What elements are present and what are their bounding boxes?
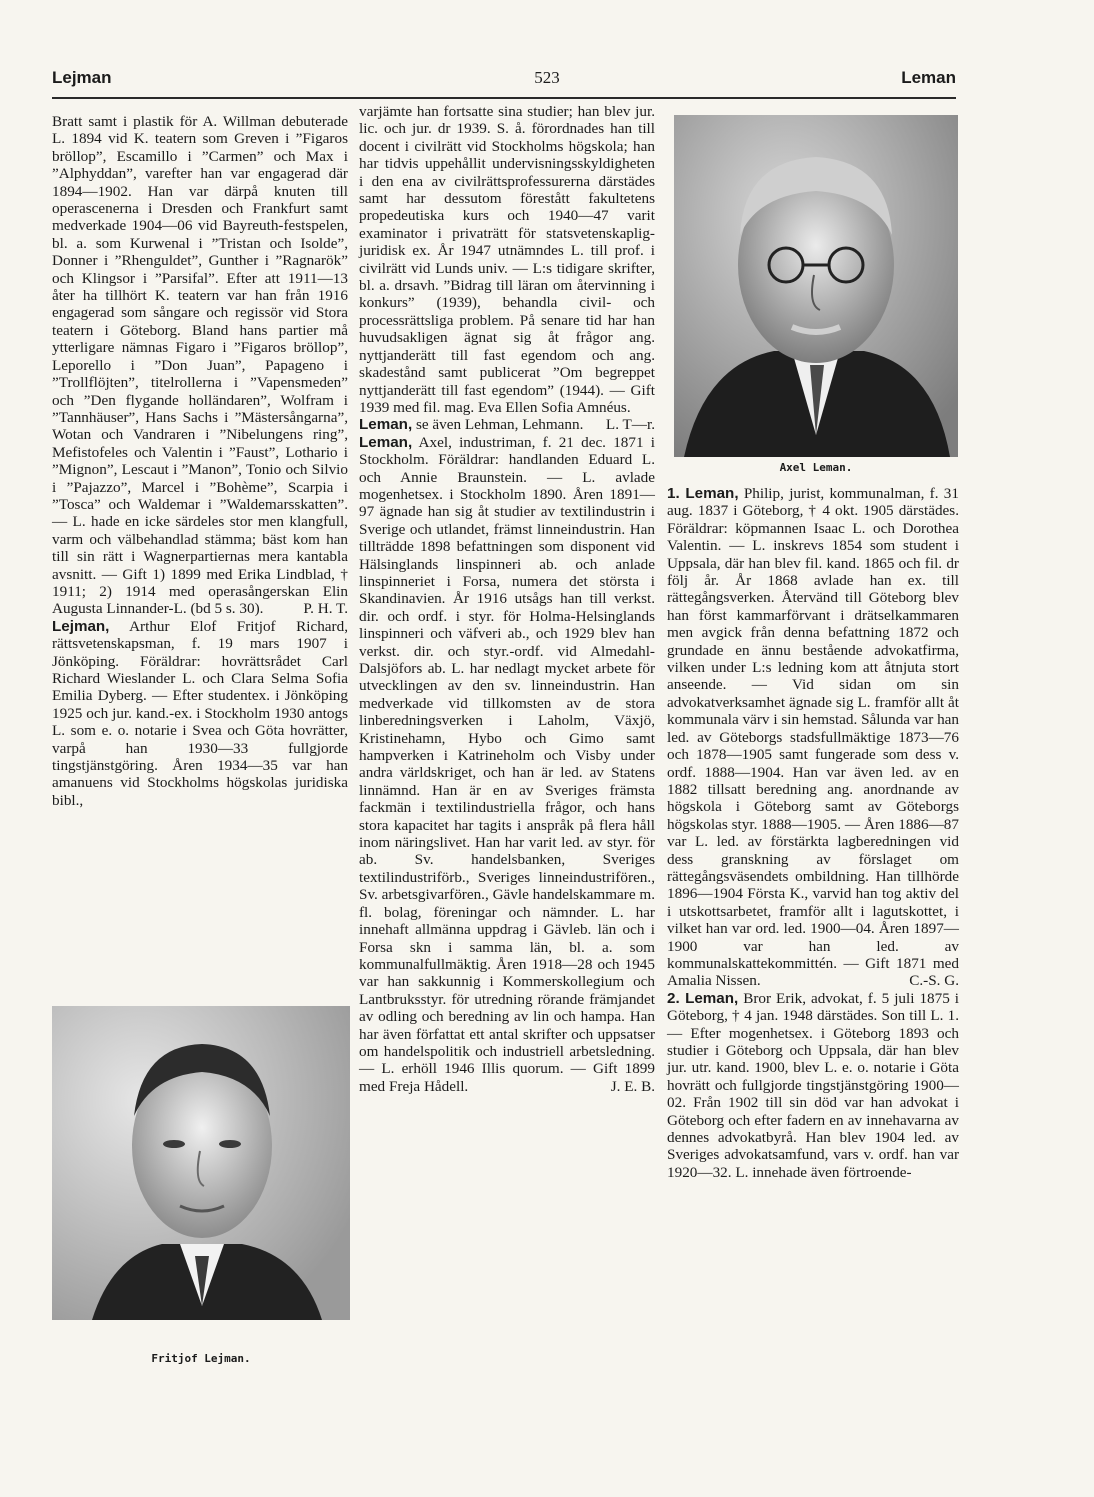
col3-paragraph-1: [667, 485, 959, 990]
col2-text-3: Axel, industriman, f. 21 dec. 1871 i Stockholm. Föräldrar: handlanden Eduard L. och Annie Braunstein. — L. avlade mogenhetsex. i Stockholm 1890. Åren 1891—97 ägnade han sig åt studier av textilindustrin i Sverige och utlandet, främst linneindustrin. Han tillträdde 1898 befattningen som disponent vid Hälsinglands linspinneri ab. och anlade linspinneriet i Forsa, numera det största i Skandinavien. År 1916 utsågs han till verkst. dir. och ordf. i styr. för Holma-Helsinglands linspinneri och väfveri ab., och 1929 blev han verkst. dir. och styr.-ordf. vid Almedahl-Dalsjöfors ab. L. har nedlagt mycket arbete för utvecklingen av den sv. linneindustrin. Han medverkade vid tillkomsten av de stora linberedningsverken i Laholm, Växjö, Kristinehamn, Hybo och Gimo samt hampverken i Katrineholm och Visby under andra världskriget, och han är led. av Statens linnämnd. Han är en av Sveriges främsta fackmän i textilindustriella frågor, och hans stora kapacitet har tagits i anspråk på flera håll inom näringslivet. Han har varit led. av styr. för ab. Sv. handelsbanken, Sveriges textilindustriförb., Sveriges linneindustrifören., Sv. arbetsgivarfören., Gävle handelskammare m. fl. bolag, föreningar och nämnder. L. har innehaft allmänna uppdrag i Gävleb. län och i Forsa skn i samma län, bl. a. som kommunalfullmäktig. Åren 1918—28 och 1945 var han sakkunnig i Kommerskollegium och Lantbruksstyr. för utredning rörande främjandet av odling och beredning av lin och hampa. Han har även författat ett antal skrifter och uppsatser om handelspolitik och industriell arbetsledning. — L. erhöll 1946 Illis quorum. — Gift 1899 med Freja Hådell.: [359, 433, 655, 1095]
portrait-fritjof-lejman: [52, 1006, 350, 1320]
entry-name-leman-axel: Leman,: [359, 433, 413, 451]
entry-name-lejman: Lejman,: [52, 617, 110, 635]
col2-signature-2: J. E. B.: [610, 1077, 655, 1095]
col1-paragraph-2: [52, 618, 348, 809]
entry-name-leman-erik: 2. Leman,: [667, 989, 739, 1007]
col3-paragraph-2: [667, 990, 959, 1181]
col3-signature-1: C.-S. G.: [909, 972, 959, 990]
caption-fritjof-lejman: Fritjof Lejman.: [151, 1352, 251, 1365]
col1-text-1: Bratt samt i plastik för A. Willman debuterade L. 1894 vid K. teatern som Greven i ”Figaros bröllop”, Escamillo i ”Carmen” och Max i ”Alphyddan”, varefter han var engagerad där 1894—1902. Han var därpå knuten till operascenerna i Dresden och Frankfurt samt medverkade 1904—06 vid Bayreuth-festspelen, bl. a. som Kurwenal i ”Tristan och Isolde”, Donner i ”Rhenguldet”, Gunther i ”Ragnarök” och Klingsor i ”Parsifal”. Efter att 1911—13 åter ha tillhört K. teatern var han från 1916 engagerad som sångare och regissör vid Stora teatern i Göteborg. Bland hans partier må ytterligare nämnas Figaro i ”Figaros bröllop”, Leporello i ”Don Juan”, Papageno i ”Trollflöjten”, titelrollerna i ”Vapensmeden” och ”Den flygande holländaren”, Wolfram i ”Tannhäuser”, Hans Sachs i ”Mästersångarna”, Wotan och Vandraren i ”Nibelungens ring”, Mefistofeles och Valentin i ”Faust”, Lothario i ”Mignon”, Lescaut i ”Manon”, Tonio och Silvio i ”Pajazzo”, Marcel i ”Bohème”, Scarpia i ”Tosca” och Waldemar i ”Waldemarsskatten”. — L. hade en icke särdeles stor men klangfull, varm och välbehandlad stämma; bäst kom han till sin rätt i Wagnerpartiernas mera kantabla avsnitt. — Gift 1) 1899 med Erika Lindblad, † 1911; 2) 1914 med operasångerskan Elin Augusta Linnander-L. (bd 5 s. 30).: [52, 113, 348, 618]
col3-text-2: Bror Erik, advokat, f. 5 juli 1875 i Göteborg, † 4 jan. 1948 därstädes. Son till L. 1. — Efter mogenhetsex. i Göteborg 1893 och studier i Göteborg och Uppsala, där han blev jur. utr. kand. 1900, blev L. e. o. notarie i Göta hovrätt och fullgjorde tingstjänstgöring 1900—02. Från 1902 till sin död var han advokat i Göteborg och efter fadern en av innehavarna av dennes advokatbyrå. Han blev 1904 led. av Sveriges advokatsamfund, vars v. ordf. han var 1920—32. L. innehade även förtroende-: [667, 989, 960, 1181]
caption-axel-leman: Axel Leman.: [779, 461, 853, 474]
running-header-right: Leman: [901, 68, 956, 87]
running-header-left: Lejman: [52, 68, 112, 87]
column-2: [359, 103, 655, 1095]
entry-name-leman-philip: 1. Leman,: [667, 485, 739, 502]
portrait-axel-leman: [674, 115, 958, 457]
col2-paragraph-3: [359, 434, 655, 1095]
page-number: 523: [534, 68, 560, 87]
col2-text-2: se även Lehman, Lehmann.: [412, 416, 584, 434]
column-1: [52, 113, 348, 809]
entry-name-leman-see: Leman,: [359, 416, 413, 434]
portrait-image: [52, 1006, 350, 1320]
col1-signature-1: P. H. T.: [303, 600, 348, 618]
col2-signature-1: L. T—r.: [605, 416, 655, 434]
header-rule: [52, 97, 956, 99]
col1-text-2: Arthur Elof Fritjof Richard, rättsvetenskapsman, f. 19 mars 1907 i Jönköping. Föräldrar: hovrättsrådet Carl Richard Wieslander L. och Clara Selma Sofia Emilia Dyberg. — Efter studentex. i Jönköping 1925 och jur. kand.-ex. i Stockholm 1930 antogs L. som e. o. notarie i Svea och Göta hovrätter, varpå han 1930—33 fullgjorde tingstjänstgöring. Åren 1934—35 var han amanuens vid Stockholms högskolas juridiska bibl.,: [52, 617, 348, 809]
column-3: [667, 485, 959, 1181]
portrait-image: [674, 115, 958, 457]
col2-text-1: varjämte han fortsatte sina studier; han blev jur. lic. och jur. dr 1939. S. å. förordnades han till docent i civilrätt vid Stockholms högskola; han har tidvis uppehållit undervisningsskyldigheten i den ena av civilrättsprofessurerna därstädes samt har dessutom förestått fakultetens propedeutiska kurs och 1940—47 varit examinator i privaträtt för statsvetenskaplig-juridisk ex. År 1947 utnämndes L. till prof. i civilrätt vid Lunds univ. — L:s tidigare skrifter, bl. a. drsavh. ”Bidrag till läran om återvinning i konkurs” (1939), behandla civil- och processrättsliga problem. På senare tid har han huvudsakligen ägnat sig åt frågor ang. nyttjanderätt till fast egendom och ang. skadestånd samt publicerat ”Om begreppet nyttjanderätt till fast egendom” (1944). — Gift 1939 med fil. mag. Eva Ellen Sofia Amnéus.: [359, 103, 655, 416]
col1-paragraph-1: [52, 113, 348, 618]
col3-text-1: Philip, jurist, kommunalman, f. 31 aug. 1837 i Göteborg, † 4 okt. 1905 därstädes. Föräldrar: köpmannen Isaac L. och Dorothea Valentin. — L. inskrevs 1854 som student i Uppsala, där han blev fil. kand. 1865 och fil. dr följ år. År 1868 avlade han ex. till rättegångsverken. Återvänd till Göteborg blev han först kammarförvant i drätselkammaren men avgick från denna befattning 1872 och grundade en ännu bestående advokatfirma, vilken under L:s ledning kom att åtnjuta stort anseende. — Vid sidan om sin advokatverksamhet ägnade sig L. framför allt åt kommunala värv i sin hemstad. Sålunda var han led. av Göteborgs stadsfullmäktige 1873—76 och 1878—1905 samt fungerade som dess v. ordf. 1888—1904. Han var även led. av en 1882 tillsatt beredning ang. anordnande av högskola i Göteborg samt av Göteborgs högskolas styr. 1888—1905. — Åren 1886—87 var L. led. av förstärkta lagberedningen vid dess granskning av förslaget om rättegångsväsendets ombildning. Han tillhörde 1896—1904 Första K., varvid han tog aktiv del i utskottsarbetet, framför allt i lagutskottet, i vilket han var ord. led. 1900—04. Åren 1897—1900 var han led. av kommunalskattekommittén. — Gift 1871 med Amalia Nissen.: [667, 485, 959, 990]
